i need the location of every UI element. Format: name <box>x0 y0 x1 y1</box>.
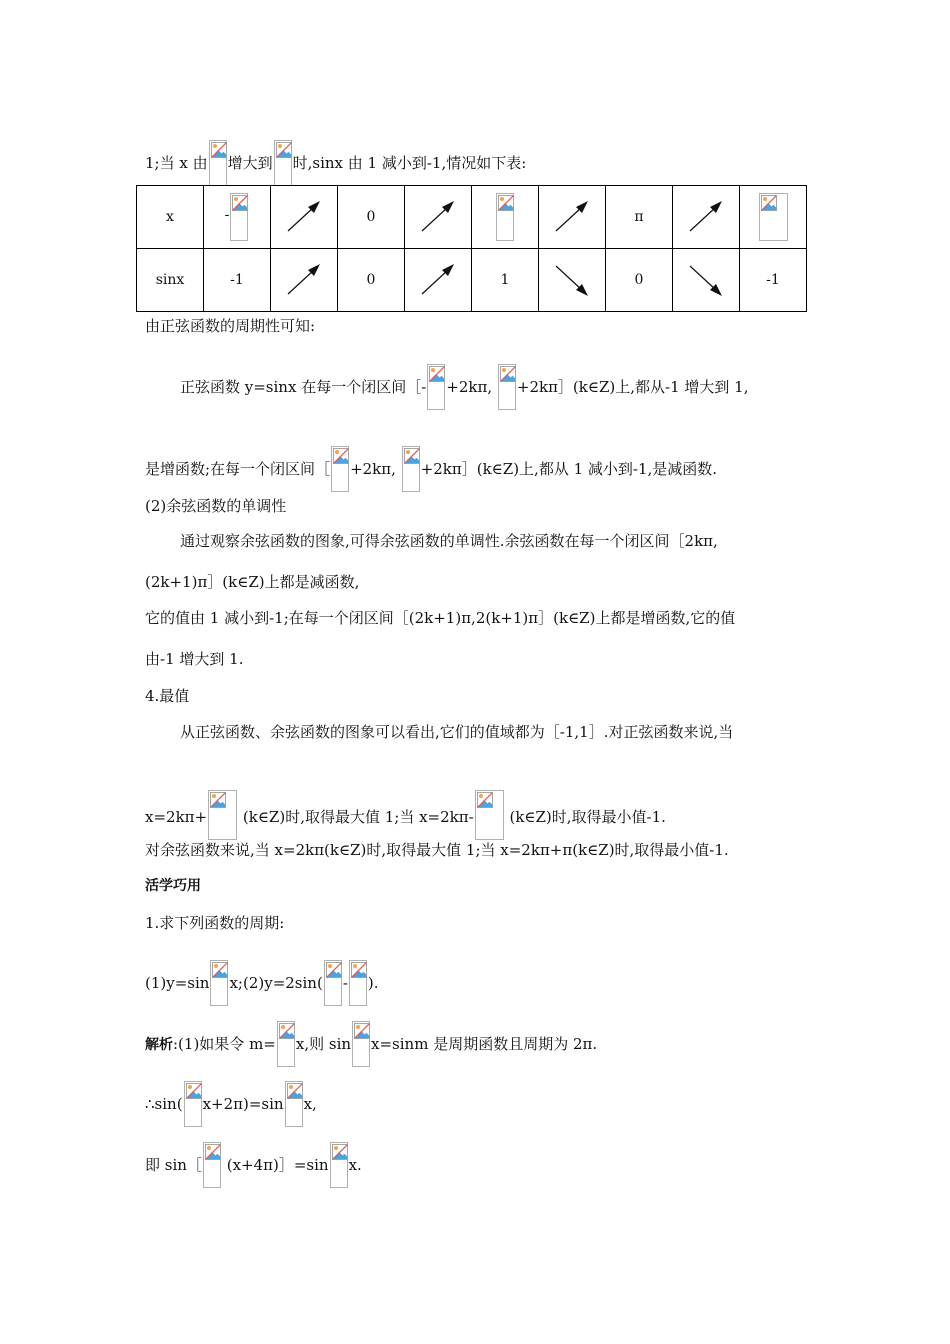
arrow-up-right-icon <box>686 197 726 237</box>
table-cell: - <box>204 186 271 249</box>
arrow-up-right-icon <box>552 197 592 237</box>
broken-image-icon <box>427 364 445 410</box>
arrow-up-right-icon <box>284 260 324 300</box>
broken-image-icon <box>475 790 504 840</box>
broken-image-icon <box>496 193 514 241</box>
intro-line: 1;当 x 由 增大到 时,sinx 由 1 减小到-1,情况如下表: <box>145 140 526 186</box>
broken-image-icon <box>759 193 788 241</box>
broken-image-icon <box>402 446 420 492</box>
table-cell <box>271 249 338 312</box>
table-cell: π <box>606 186 673 249</box>
solution-line-3: 即 sin［ (x+4π)］=sin x. <box>145 1142 362 1188</box>
table-cell <box>539 186 606 249</box>
arrow-up-right-icon <box>284 197 324 237</box>
broken-image-icon <box>349 960 367 1006</box>
broken-image-icon <box>285 1081 303 1127</box>
broken-image-icon <box>277 1021 295 1067</box>
sin-decreasing-text: 是增函数;在每一个闭区间［ +2kπ, +2kπ］(k∈Z)上,都从 1 减小到-1,是减函数. <box>145 446 717 492</box>
table-cell: 0 <box>606 249 673 312</box>
broken-image-icon <box>203 1142 221 1188</box>
max-text-1: 从正弦函数、余弦函数的图象可以看出,它们的值域都为［-1,1］.对正弦函数来说,当 <box>180 723 734 741</box>
broken-image-icon <box>209 140 227 186</box>
table-cell: 0 <box>338 249 405 312</box>
question-1: 1.求下列函数的周期: <box>145 914 285 932</box>
solution-line-2: ∴sin( x+2π)=sin x, <box>145 1081 317 1127</box>
arrow-down-right-icon <box>552 260 592 300</box>
table-cell <box>673 249 740 312</box>
broken-image-icon <box>208 790 237 840</box>
table-row <box>137 186 807 249</box>
table-cell: -1 <box>204 249 271 312</box>
table-cell <box>539 249 606 312</box>
table-cell: sinx <box>137 249 204 312</box>
broken-image-icon <box>324 960 342 1006</box>
max-heading: 4.最值 <box>145 687 190 705</box>
table-cell <box>405 249 472 312</box>
broken-image-icon <box>210 960 228 1006</box>
table-cell: x <box>137 186 204 249</box>
sin-increasing-text: 正弦函数 y=sinx 在每一个闭区间［- +2kπ, +2kπ］(k∈Z)上,都从-1 增大到 1, <box>180 364 748 410</box>
table-cell: 1 <box>472 249 539 312</box>
solution-line-1: 解析:(1)如果令 m= x,则 sin x=sinm 是周期函数且周期为 2π. <box>145 1021 597 1067</box>
broken-image-icon <box>352 1021 370 1067</box>
cos-text-1: 通过观察余弦函数的图象,可得余弦函数的单调性.余弦函数在每一个闭区间［2kπ, <box>180 532 718 550</box>
arrow-up-right-icon <box>418 260 458 300</box>
question-1-items: (1)y=sin x;(2)y=2sin( - ). <box>145 960 379 1006</box>
table-cell <box>472 186 539 249</box>
arrow-down-right-icon <box>686 260 726 300</box>
broken-image-icon <box>274 140 292 186</box>
table-cell: -1 <box>740 249 807 312</box>
broken-image-icon <box>331 446 349 492</box>
arrow-up-right-icon <box>418 197 458 237</box>
periodicity-text: 由正弦函数的周期性可知: <box>145 317 316 335</box>
max-text-2: x=2kπ+ (k∈Z)时,取得最大值 1;当 x=2kπ- (k∈Z)时,取得最小值-1. <box>145 790 666 840</box>
monotonicity-table <box>136 185 807 312</box>
table-cell <box>673 186 740 249</box>
cos-text-2: (2k+1)π］(k∈Z)上都是减函数, <box>145 573 360 591</box>
broken-image-icon <box>330 1142 348 1188</box>
solution-label: 解析 <box>145 1037 173 1053</box>
cos-text-4: 由-1 增大到 1. <box>145 650 244 668</box>
max-text-3: 对余弦函数来说,当 x=2kπ(k∈Z)时,取得最大值 1;当 x=2kπ+π(k∈Z)时,取得最小值-1. <box>145 841 729 859</box>
broken-image-icon <box>498 364 516 410</box>
table-cell <box>405 186 472 249</box>
table-cell: 0 <box>338 186 405 249</box>
cos-heading: (2)余弦函数的单调性 <box>145 497 287 515</box>
broken-image-icon <box>184 1081 202 1127</box>
table-cell <box>271 186 338 249</box>
practice-heading: 活学巧用 <box>145 878 201 894</box>
cos-text-3: 它的值由 1 减小到-1;在每一个闭区间［(2k+1)π,2(k+1)π］(k∈Z)上都是增函数,它的值 <box>145 609 736 627</box>
broken-image-icon <box>230 193 248 241</box>
table-row <box>137 249 807 312</box>
table-cell <box>740 186 807 249</box>
